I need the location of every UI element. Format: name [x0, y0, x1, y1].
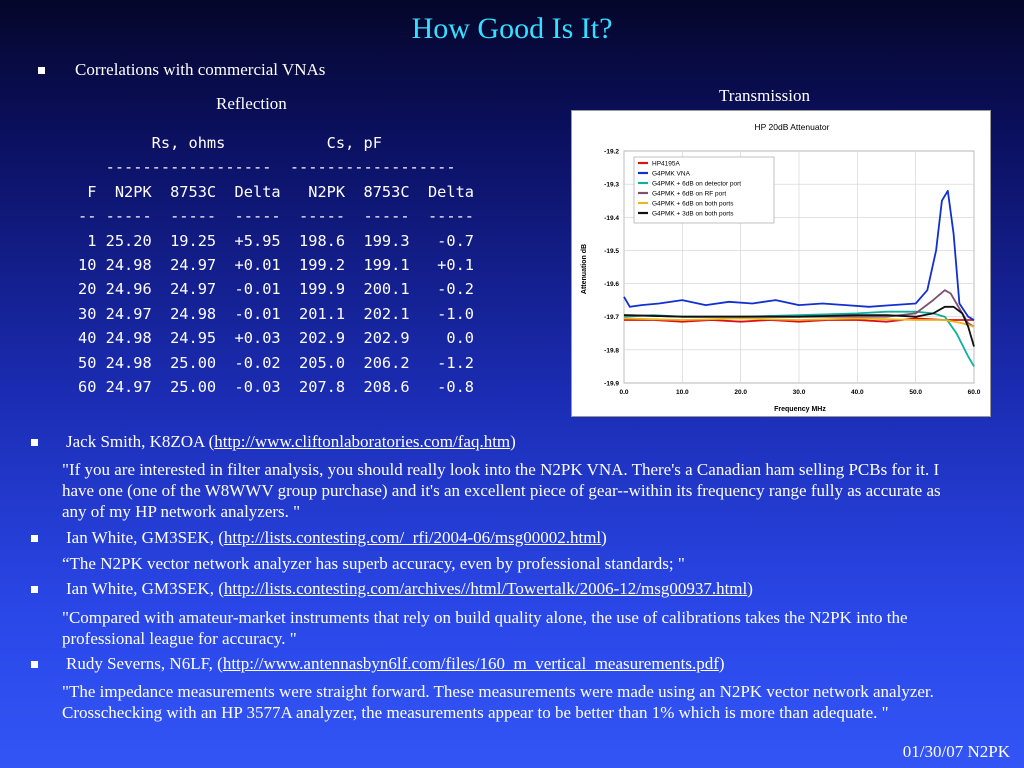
quote-attribution [66, 528, 607, 548]
chart-legend [634, 157, 774, 223]
quote-paren: ) [510, 432, 516, 451]
table-row: 30 24.97 24.98 -0.01 201.1 202.1 -1.0 [78, 304, 475, 323]
quote-attribution [66, 579, 753, 599]
y-tick-label: -19.8 [604, 347, 619, 355]
quote-author: Ian White, GM3SEK, ( [66, 528, 224, 547]
table-row: 60 24.97 25.00 -0.03 207.8 208.6 -0.8 [78, 378, 475, 397]
y-tick-label: -19.6 [604, 281, 619, 289]
table-header-rule: ------------------ ------------------ [78, 158, 456, 177]
quote-text: “The N2PK vector network analyzer has superb accuracy, even by professional standards; " [62, 554, 685, 573]
quote-source-link[interactable]: http://lists.contesting.com/_rfi/2004-06/msg00002.html [223, 528, 602, 547]
y-tick-label: -19.3 [604, 181, 619, 189]
table-header-columns: F N2PK 8753C Delta N2PK 8753C Delta [78, 182, 475, 201]
y-tick-label: -19.7 [604, 314, 619, 322]
chart-title: HP 20dB Attenuator [754, 122, 830, 132]
quote-author: Ian White, GM3SEK, ( [66, 579, 224, 598]
x-tick-label: 10.0 [676, 389, 689, 396]
y-tick-label: -19.2 [604, 148, 619, 156]
transmission-label: Transmission [719, 86, 811, 105]
quote-attribution [66, 432, 516, 452]
legend-entry: HP4195A [652, 160, 680, 168]
transmission-chart [571, 110, 991, 417]
quote-bullet-marker [31, 586, 38, 593]
table-row: 1 25.20 19.25 +5.95 198.6 199.3 -0.7 [78, 231, 475, 250]
table-header-units: Rs, ohms Cs, pF [78, 134, 382, 152]
reflection-label: Reflection [216, 94, 287, 113]
x-tick-label: 30.0 [792, 389, 806, 396]
quote-author: Rudy Severns, N6LF, ( [66, 654, 223, 673]
quote-text: "The impedance measurements were straight forward. These measurements were made using an N2PK vector network analyzer. Crosschecking with an HP 3577A analyzer, the measurements appear to be better than 1% which is more than adequate. " [62, 682, 934, 722]
quote-bullet-marker [31, 535, 38, 542]
y-tick-label: -19.5 [604, 247, 619, 255]
chart-y-axis-label: Attenuation dB [581, 243, 588, 295]
x-tick-label: 0.0 [619, 389, 629, 396]
quote-paren: ) [747, 579, 753, 598]
intro-bullet-text: Correlations with commercial VNAs [75, 60, 326, 79]
quote-paren: ) [601, 528, 607, 547]
table-row: 20 24.96 24.97 -0.01 199.9 200.1 -0.2 [78, 280, 475, 299]
reflection-table [78, 131, 474, 399]
quote-attribution [66, 654, 725, 674]
y-tick-label: -19.4 [604, 214, 619, 222]
quote-source-link[interactable]: http://www.cliftonlaboratories.com/faq.htm [214, 432, 511, 451]
quote-source-link[interactable]: http://www.antennasbyn6lf.com/files/160_m_vertical_measurements.pdf [222, 654, 719, 673]
chart-x-axis-label: Frequency MHz [774, 406, 826, 413]
quote-bullet-marker [31, 661, 38, 668]
legend-entry: G4PMK + 6dB on both ports [652, 200, 734, 208]
table-row: 50 24.98 25.00 -0.02 205.0 206.2 -1.2 [78, 353, 475, 372]
legend-entry: G4PMK + 3dB on both ports [652, 210, 734, 218]
table-row: 10 24.98 24.97 +0.01 199.2 199.1 +0.1 [78, 256, 475, 275]
y-tick-label: -19.9 [604, 380, 619, 388]
quote-paren: ) [718, 654, 725, 673]
slide-footer: 01/30/07 N2PK [902, 742, 1010, 761]
legend-entry: G4PMK VNA [652, 170, 690, 178]
transmission-chart-svg [572, 111, 990, 416]
legend-entry: G4PMK + 6dB on detector port [652, 180, 742, 188]
slide-title: How Good Is It? [411, 12, 613, 45]
x-tick-label: 60.0 [967, 389, 981, 396]
quote-bullet-marker [31, 439, 38, 446]
quote-text: "Compared with amateur-market instruments that rely on build quality alone, the use of calibrations takes the N2PK into the professional league for accuracy. " [62, 608, 908, 648]
quote-source-link[interactable]: http://lists.contesting.com/archives//html/Towertalk/2006-12/msg00937.html [223, 579, 748, 598]
quote-author: Jack Smith, K8ZOA ( [66, 432, 215, 451]
intro-bullet-marker [38, 67, 45, 74]
x-tick-label: 20.0 [734, 389, 747, 396]
x-tick-label: 40.0 [851, 389, 864, 396]
x-tick-label: 50.0 [909, 389, 922, 396]
quote-text: "If you are interested in filter analysis, you should really look into the N2PK VNA. There's a Canadian ham selling PCBs for it. I have one (one of the W8WWV group purchase) and it's an excellent piece of gear--within its frequency range fully as accurate as any of my HP network analyzers. " [62, 460, 941, 521]
legend-entry: G4PMK + 6dB on RF port [652, 190, 727, 198]
table-header-dashes: -- ----- ----- ----- ----- ----- ----- [78, 207, 475, 226]
table-row: 40 24.98 24.95 +0.03 202.9 202.9 0.0 [78, 329, 475, 348]
